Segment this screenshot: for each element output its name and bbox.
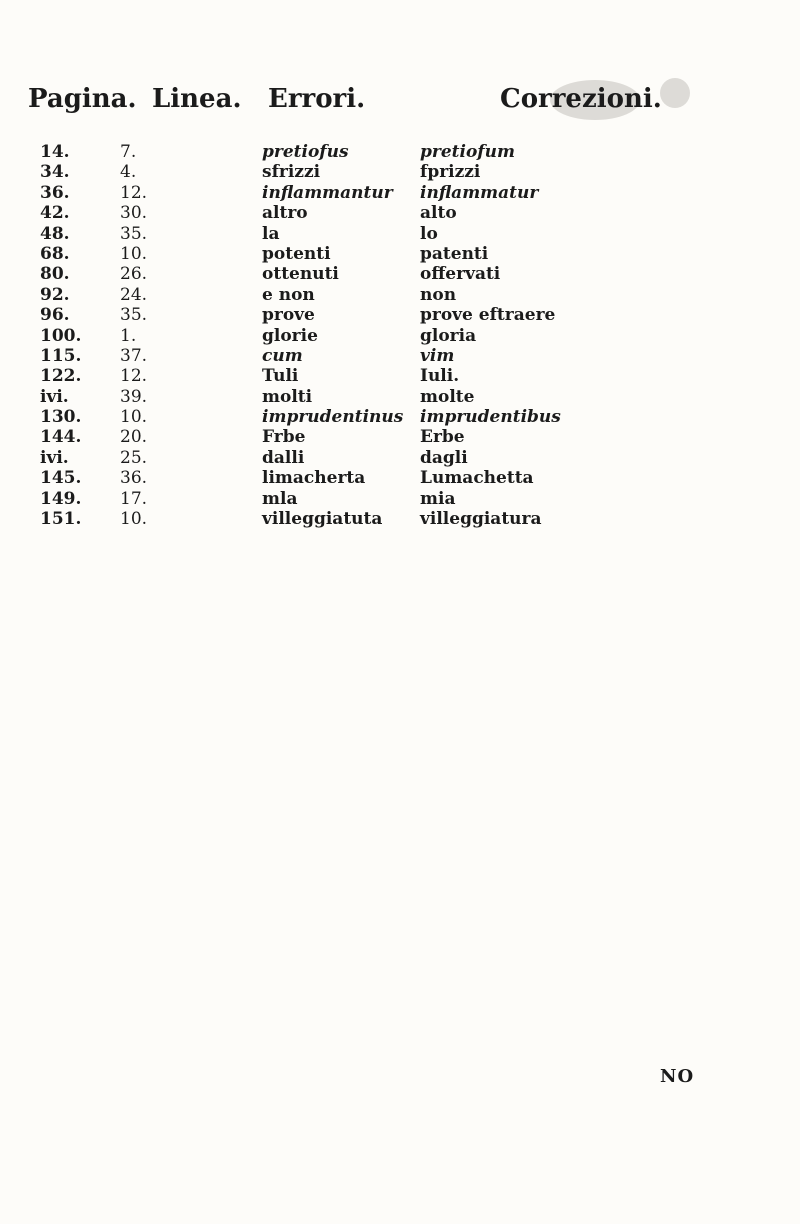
errata-row xyxy=(0,203,800,223)
correction-text: offervati xyxy=(420,264,501,285)
error-text: limacherta xyxy=(262,468,366,489)
correction-text: alto xyxy=(420,203,457,224)
page-number: 145. xyxy=(40,468,82,489)
correction-text: mia xyxy=(420,488,456,509)
errata-row xyxy=(0,346,800,366)
line-number: 1. xyxy=(120,325,137,346)
line-number: 20. xyxy=(120,427,148,448)
correction-text: patenti xyxy=(420,243,489,264)
line-number: 39. xyxy=(120,386,148,407)
errata-row xyxy=(0,468,800,488)
error-text: potenti xyxy=(262,243,331,264)
line-number: 7. xyxy=(120,142,137,162)
error-text: molti xyxy=(262,386,313,407)
errata-row xyxy=(0,509,800,529)
line-number: 24. xyxy=(120,284,148,305)
line-number: 26. xyxy=(120,264,148,285)
correction-text: molte xyxy=(420,386,475,407)
error-text: la xyxy=(262,223,280,244)
page-number: 42. xyxy=(40,203,70,224)
line-number: 35. xyxy=(120,223,148,244)
correction-text: prove eftraere xyxy=(420,305,556,326)
column-headers xyxy=(0,84,800,128)
page-number: 68. xyxy=(40,243,70,264)
correction-text: fprizzi xyxy=(420,162,481,183)
page-number: 14. xyxy=(40,142,70,162)
correction-text: dagli xyxy=(420,447,468,468)
page-number: 96. xyxy=(40,305,70,326)
page-number: 144. xyxy=(40,427,82,448)
errata-row xyxy=(0,489,800,509)
line-number: 30. xyxy=(120,203,148,224)
error-text: Frbe xyxy=(262,427,306,448)
page-number: 151. xyxy=(40,509,82,530)
correction-text: Lumachetta xyxy=(420,468,534,489)
errata-table xyxy=(0,142,800,529)
correction-text: Erbe xyxy=(420,427,465,448)
catchword: NO xyxy=(660,1066,695,1087)
error-text: e non xyxy=(262,284,315,305)
errata-row xyxy=(0,407,800,427)
page-number: ivi. xyxy=(40,447,69,468)
page-number: 115. xyxy=(40,345,82,366)
correction-text: imprudentibus xyxy=(420,407,561,428)
line-number: 25. xyxy=(120,447,148,468)
header-pagina: Pagina. xyxy=(28,84,137,114)
errata-row xyxy=(0,162,800,182)
error-text: inflammantur xyxy=(262,182,393,203)
page-number: 80. xyxy=(40,264,70,285)
errata-row xyxy=(0,183,800,203)
header-correzioni: Correzioni. xyxy=(500,84,662,114)
error-text: altro xyxy=(262,203,308,224)
line-number: 4. xyxy=(120,162,137,183)
error-text: prove xyxy=(262,305,315,326)
errata-row xyxy=(0,142,800,162)
line-number: 10. xyxy=(120,407,148,428)
error-text: mla xyxy=(262,488,298,509)
error-text: villeggiatuta xyxy=(262,509,383,530)
error-text: imprudentinus xyxy=(262,407,404,428)
line-number: 10. xyxy=(120,243,148,264)
error-text: dalli xyxy=(262,447,305,468)
errata-row xyxy=(0,305,800,325)
correction-text: vim xyxy=(420,345,455,366)
errata-row xyxy=(0,224,800,244)
errata-row xyxy=(0,448,800,468)
page-number: 48. xyxy=(40,223,70,244)
correction-text: pretiofum xyxy=(420,142,515,162)
error-text: ottenuti xyxy=(262,264,339,285)
correction-text: Iuli. xyxy=(420,366,460,387)
page-number: 100. xyxy=(40,325,82,346)
page-number: 34. xyxy=(40,162,70,183)
line-number: 12. xyxy=(120,366,148,387)
errata-row xyxy=(0,366,800,386)
correction-text: non xyxy=(420,284,457,305)
correction-text: villeggiatura xyxy=(420,509,542,530)
errata-row xyxy=(0,285,800,305)
page-number: 130. xyxy=(40,407,82,428)
line-number: 35. xyxy=(120,305,148,326)
line-number: 10. xyxy=(120,509,148,530)
error-text: pretiofus xyxy=(262,142,349,162)
errata-row xyxy=(0,427,800,447)
errata-row xyxy=(0,326,800,346)
errata-row xyxy=(0,244,800,264)
line-number: 12. xyxy=(120,182,148,203)
line-number: 36. xyxy=(120,468,148,489)
page-number: 149. xyxy=(40,488,82,509)
header-errori: Errori. xyxy=(268,84,366,114)
error-text: Tuli xyxy=(262,366,299,387)
line-number: 17. xyxy=(120,488,148,509)
header-linea: Linea. xyxy=(152,84,242,114)
correction-text: gloria xyxy=(420,325,477,346)
errata-row xyxy=(0,264,800,284)
correction-text: lo xyxy=(420,223,438,244)
line-number: 37. xyxy=(120,345,148,366)
page-number: 122. xyxy=(40,366,82,387)
error-text: sfrizzi xyxy=(262,162,321,183)
page-number: 36. xyxy=(40,182,70,203)
errata-row xyxy=(0,387,800,407)
page-number: 92. xyxy=(40,284,70,305)
correction-text: inflammatur xyxy=(420,182,539,203)
error-text: glorie xyxy=(262,325,318,346)
page-number: ivi. xyxy=(40,386,69,407)
error-text: cum xyxy=(262,345,303,366)
